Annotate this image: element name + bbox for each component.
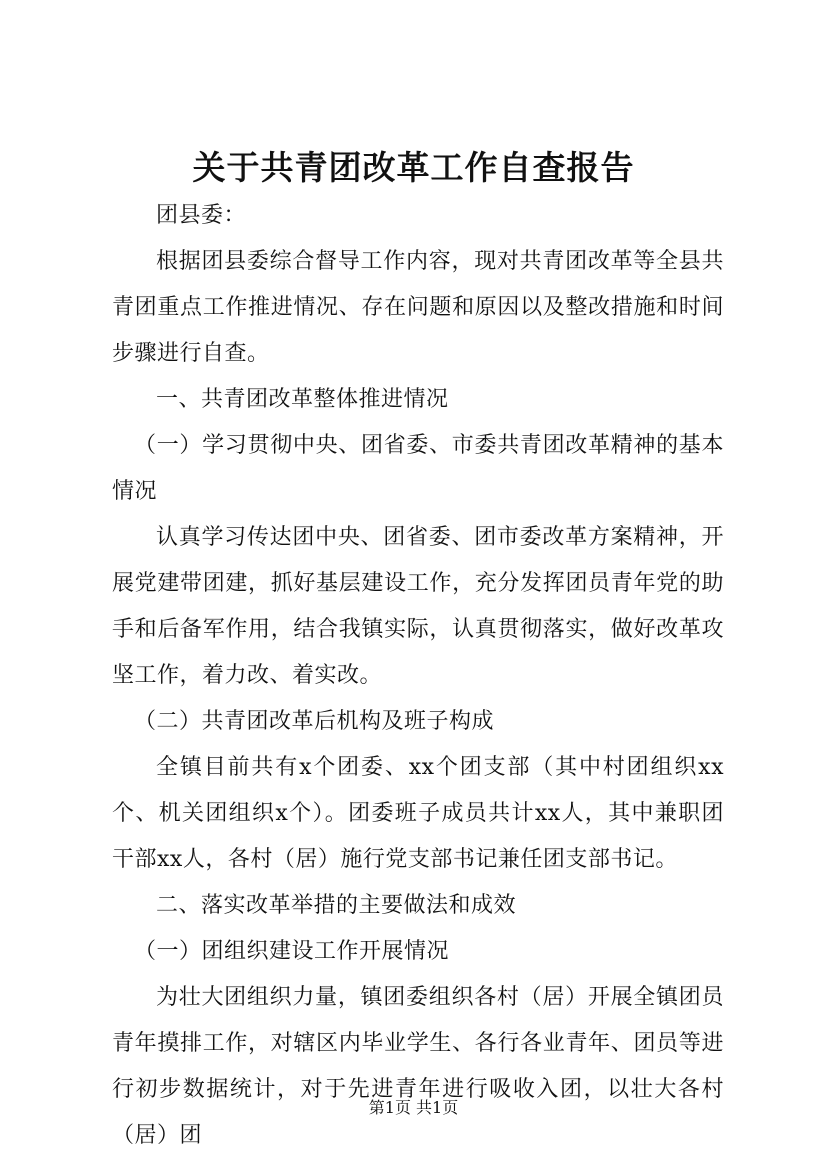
paragraph-intro: 根据团县委综合督导工作内容，现对共青团改革等全县共青团重点工作推进情况、存在问题和原因以及整改措施和时间步骤进行自查。 [112,249,724,366]
section-heading-2: 二、落实改革举措的主要做法和成效 [156,893,517,918]
document-title: 关于共青团改革工作自查报告 [192,148,635,187]
subsection-heading-1-1: （一）学习贯彻中央、团省委、市委共青团改革精神的基本情况 [112,433,724,504]
subsection-heading-2-1: （一）团组织建设工作开展情况 [134,939,450,964]
paragraph-organization: 全镇目前共有x个团委、xx个团支部（其中村团组织xx个、机关团组织x个）。团委班子成员共计xx人，其中兼职团干部xx人，各村（居）施行党支部书记兼任团支部书记。 [112,755,724,872]
section-heading-1: 一、共青团改革整体推进情况 [156,387,449,412]
subsection-heading-1-2: （二）共青团改革后机构及班子构成 [134,709,495,734]
paragraph-construction: 为壮大团组织力量，镇团委组织各村（居）开展全镇团员青年摸排工作，对辖区内毕业学生、各行各业青年、团员等进行初步数据统计，对于先进青年进行吸收入团，以壮大各村（居）团 [112,985,724,1148]
page-footer: 第1页 共1页 [368,1098,459,1117]
paragraph-study: 认真学习传达团中央、团省委、团市委改革方案精神，开展党建带团建，抓好基层建设工作，充分发挥团员青年党的助手和后备军作用，结合我镇实际，认真贯彻落实，做好改革攻坚工作，着力改、着实改。 [112,525,724,688]
salutation: 团县委： [156,203,247,228]
document-body [112,193,724,1159]
